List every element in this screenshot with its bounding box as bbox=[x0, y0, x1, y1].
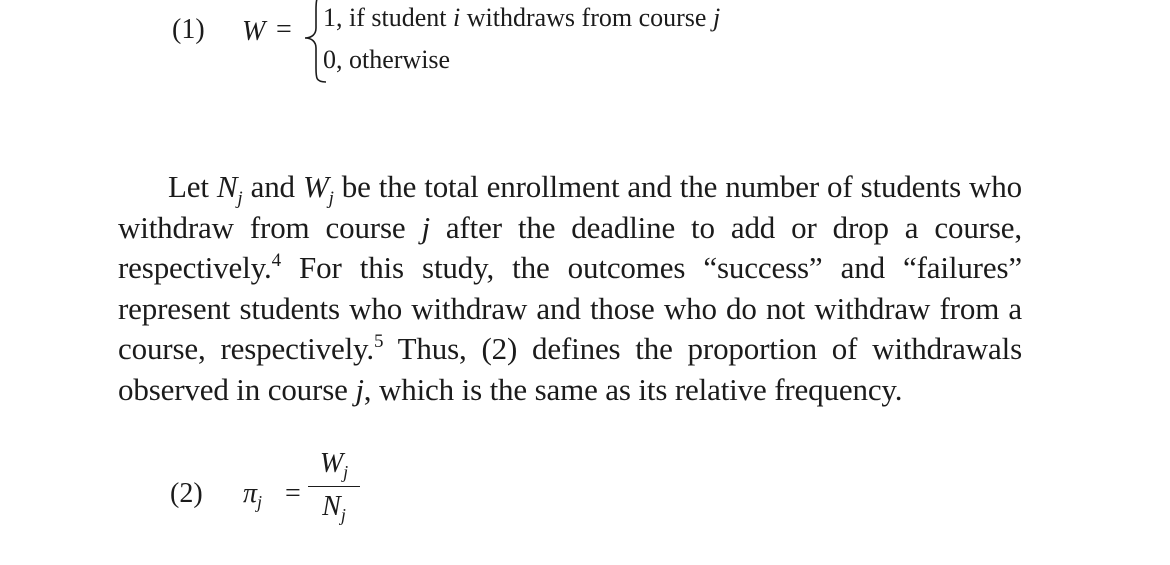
equation-number-2: (2) bbox=[170, 478, 203, 509]
equation-number-1: (1) bbox=[172, 14, 205, 45]
body-paragraph: Let $N_j$ and $W_j$ be the total enrollment and the number of students who withdraw from course j after the deadline to add or drop a course, respectively.$^4$ For this study, the outcomes “success” and “failures” represent students who withdraw and those who do not withdraw from a course, respectively.$^5$ Thus, (2) defines the proportion of withdrawals observed in course j, which is the same as its relative frequency. bbox=[118, 169, 1022, 407]
fraction-numerator: $W_j$ bbox=[319, 448, 349, 482]
equation-1-case-2: 0, otherwise bbox=[323, 45, 451, 74]
footnote-marker-4[interactable]: 4 bbox=[271, 250, 281, 271]
equation-1-equals: = bbox=[276, 14, 292, 45]
equation-1 bbox=[0, 0, 1170, 90]
equation-2-equals: = bbox=[285, 478, 301, 509]
equation-2-fraction bbox=[308, 448, 360, 529]
equation-2-lhs: $\pi_j$ bbox=[243, 478, 263, 512]
equation-1-case-1: 1, if student i withdraws from course j bbox=[323, 3, 721, 32]
fraction-denominator: $N_j$ bbox=[322, 491, 346, 525]
equation-2 bbox=[0, 440, 1170, 560]
equation-1-variable: W bbox=[242, 16, 266, 47]
footnote-marker-5[interactable]: 5 bbox=[374, 331, 384, 352]
fraction-bar bbox=[308, 486, 360, 487]
